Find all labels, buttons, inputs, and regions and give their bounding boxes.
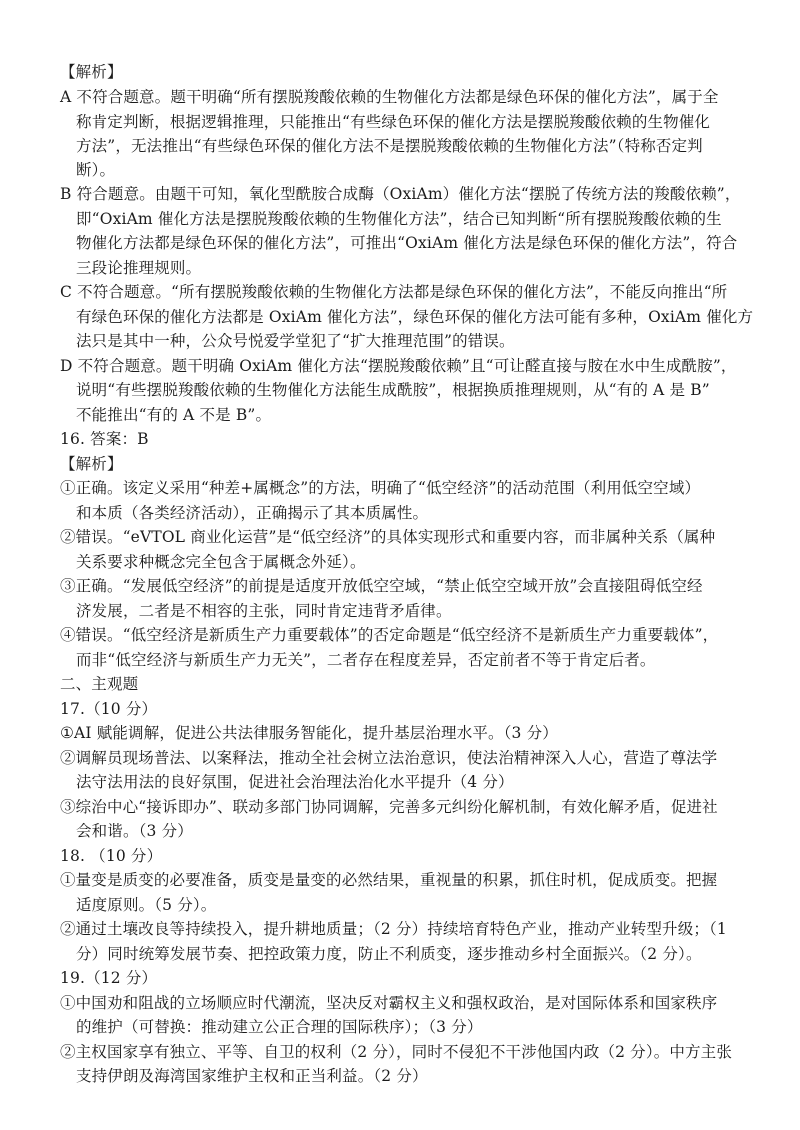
text-line: ③正确。“发展低空经济”的前提是适度开放低空空域，“禁止低空空域开放”会直接阻碍低空经 [60,577,703,595]
text-line: ①中国劝和阻战的立场顺应时代潮流，坚决反对霸权主义和强权政治，是对国际体系和国家秩序 [60,994,718,1012]
text-line: 物催化方法都是绿色环保的催化方法”，可推出“OxiAm 催化方法是绿色环保的催化方法”，符合 [76,234,738,252]
text-line: 的维护（可替换：推动建立公正合理的国际秩序）；（3 分） [76,1018,483,1036]
text-line: D 不符合题意。题干明确 OxiAm 催化方法“摆脱羧酸依赖”且“可让醛直接与胺在水中生成酰胺”， [60,357,737,375]
text-line: ①量变是质变的必要准备，质变是量变的必然结果，重视量的积累，抓住时机，促成质变。把握 [60,871,718,889]
section-heading: 二、主观题 [60,675,139,693]
text-line: 分）同时统筹发展节奏、把控政策力度，防止不利质变，逐步推动乡村全面振兴。（2 分）。 [76,945,702,963]
question-number: 18. （10 分） [60,847,163,865]
text-line: 适度原则。（5 分）。 [76,896,217,914]
text-line: 和本质（各类经济活动），正确揭示了其本质属性。 [76,504,429,522]
answer-line: 16. 答案：B [60,430,149,448]
text-line: 而非“低空经济与新质生产力无关”，二者存在程度差异，否定前者不等于肯定后者。 [76,651,656,669]
text-line: 不能推出“有的 A 不是 B”。 [76,406,272,424]
text-line: ②主权国家享有独立、平等、自卫的权利（2 分），同时不侵犯不干涉他国内政（2 分）。中方主张 [60,1043,732,1061]
text-line: 三段论推理规则。 [76,259,202,277]
text-line: 称肯定判断，根据逻辑推理，只能推出“有些绿色环保的催化方法是摆脱羧酸依赖的生物催化 [76,113,711,131]
text-line: 法只是其中一种，公众号悦爱学堂犯了“扩大推理范围”的错误。 [76,332,515,350]
text-line: ④错误。“低空经济是新质生产力重要载体”的否定命题是“低空经济不是新质生产力重要载体”， [60,626,719,644]
text-line: C 不符合题意。“所有摆脱羧酸依赖的生物催化方法都是绿色环保的催化方法”，不能反向推出“所 [60,283,728,301]
text-line: B 符合题意。由题干可知，氧化型酰胺合成酶（OxiAm）催化方法“摆脱了传统方法的羧酸依赖”， [60,185,741,203]
text-line: ②调解员现场普法、以案释法，推动全社会树立法治意识，使法治精神深入人心，营造了尊法学 [60,749,718,767]
question-number: 19.（12 分） [60,969,158,987]
text-line: 即“OxiAm 催化方法是摆脱羧酸依赖的生物催化方法”，结合已知判断“所有摆脱羧酸依赖的生 [76,210,722,228]
section-heading: 【解析】 [60,63,123,81]
question-number: 17.（10 分） [60,700,158,718]
text-line: 法守法用法的良好氛围，促进社会治理法治化水平提升（4 分） [76,773,514,791]
text-line: 方法”，无法推出“有些绿色环保的催化方法不是摆脱羧酸依赖的生物催化方法”（特称否定判 [76,137,703,155]
text-line: 断）。 [76,161,116,179]
text-line: ②通过土壤改良等持续投入，提升耕地质量；（2 分）持续培育特色产业，推动产业转型升级；（1 [60,920,727,938]
text-line: 关系要求种概念完全包含于属概念外延）。 [76,553,366,571]
section-heading: 【解析】 [60,455,123,473]
text-line: 有绿色环保的催化方法都是 OxiAm 催化方法”，绿色环保的催化方法可能有多种，OxiAm 催化方 [76,308,754,326]
text-line: A 不符合题意。题干明确“所有摆脱羧酸依赖的生物催化方法都是绿色环保的催化方法”，属于全 [60,88,719,106]
text-line: ②错误。“eVTOL 商业化运营”是“低空经济”的具体实现形式和重要内容，而非属种关系（属种 [60,528,716,546]
text-line: 说明“有些摆脱羧酸依赖的生物催化方法能生成酰胺”，根据换质推理规则，从“有的 A 是 B” [76,381,710,399]
text-line: 支持伊朗及海湾国家维护主权和正当利益。（2 分） [76,1067,428,1085]
text-line: ①正确。该定义采用“种差+属概念”的方法，明确了“低空经济”的活动范围（利用低空空域） [60,479,701,497]
text-line: ③综治中心“接诉即办”、联动多部门协同调解，完善多元纠纷化解机制，有效化解矛盾，促进社 [60,798,718,816]
text-line: 济发展，二者是不相容的主张，同时肯定违背矛盾律。 [76,602,452,620]
text-line: 会和谐。（3 分） [76,822,193,840]
text-line: ①AI 赋能调解，促进公共法律服务智能化，提升基层治理水平。（3 分） [60,724,558,742]
